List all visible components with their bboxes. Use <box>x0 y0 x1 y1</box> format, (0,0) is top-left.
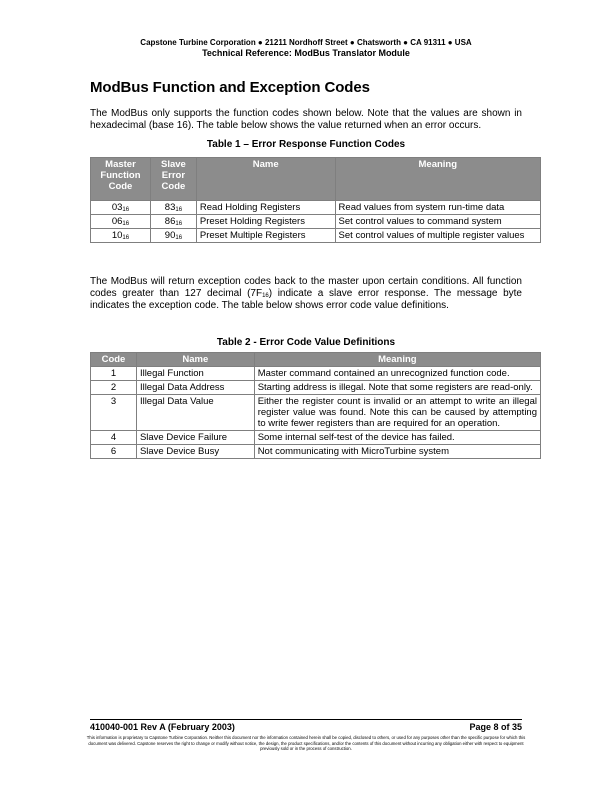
proprietary-disclaimer: This information is proprietary to Capstone Turbine Corporation. Neither this document nor the information contained herein shall be copied, disclosed to others, or used for any purposes other than the specific purpose for which this document was delivered. Capstone reserves the right to change or modify without notice, the design, the product specifications, and/or the contents of this document without incurring any obligation either with respect to equipment previously sold or in the process of construction. <box>86 735 526 752</box>
footer-divider <box>90 719 522 720</box>
header-text: Code <box>108 181 133 192</box>
error-code-table <box>90 352 541 459</box>
meaning-cell: Master command contained an unrecognized function code. <box>254 367 540 381</box>
header-text: Error <box>161 170 186 181</box>
document-title-line: Technical Reference: ModBus Translator Module <box>202 48 410 58</box>
base-subscript: 16 <box>262 293 269 299</box>
intro-paragraph: The ModBus only supports the function codes shown below. Note that the values are shown in hexadecimal (base 16). The table below shows the value returned when an error occurs. <box>90 108 522 131</box>
column-header-meaning: Meaning <box>335 158 540 201</box>
meaning-cell: Some internal self-test of the device has failed. <box>254 431 540 445</box>
name-cell: Illegal Function <box>136 367 254 381</box>
master-code-cell <box>91 201 151 215</box>
header-text: Slave <box>161 159 186 170</box>
column-header-master <box>91 158 151 201</box>
table-row <box>91 367 541 381</box>
table-row <box>91 215 541 229</box>
code-value: 90 <box>164 230 176 241</box>
paragraph-text: The ModBus will return exception codes back to the master upon certain conditions. All function codes greater than 127 decimal (7F <box>90 276 522 299</box>
base-subscript: 16 <box>122 207 130 213</box>
table-row <box>91 445 541 459</box>
code-value: 03 <box>111 202 123 213</box>
slave-code-cell <box>150 215 196 229</box>
base-subscript: 16 <box>122 221 130 227</box>
name-cell: Illegal Data Value <box>136 395 254 431</box>
meaning-cell: Set control values to command system <box>335 215 540 229</box>
meaning-cell: Set control values of multiple register values <box>335 229 540 243</box>
column-header-name: Name <box>196 158 335 201</box>
column-header-code: Code <box>91 353 137 367</box>
header-text: Function <box>100 170 141 181</box>
name-cell: Slave Device Failure <box>136 431 254 445</box>
column-header-slave <box>150 158 196 201</box>
page-header <box>0 37 612 59</box>
name-cell: Preset Multiple Registers <box>196 229 335 243</box>
table1-caption: Table 1 – Error Response Function Codes <box>206 139 406 150</box>
code-value: 86 <box>164 216 176 227</box>
name-cell: Read Holding Registers <box>196 201 335 215</box>
code-cell: 2 <box>91 381 137 395</box>
meaning-cell: Not communicating with MicroTurbine system <box>254 445 540 459</box>
base-subscript: 16 <box>175 221 183 227</box>
table-row <box>91 431 541 445</box>
code-value: 83 <box>164 202 176 213</box>
paragraph-text: ) indicate a slave error response. The message byte indicates the exception code. The table below shows error code value definitions. <box>90 288 522 311</box>
meaning-cell: Either the register count is invalid or an attempt to write an illegal register value was found. Note this can be caused by attempting to write fewer registers than are required for an operation. <box>254 395 540 431</box>
slave-code-cell <box>150 229 196 243</box>
table-row <box>91 395 541 431</box>
name-cell: Illegal Data Address <box>136 381 254 395</box>
company-address-line: Capstone Turbine Corporation ● 21211 Nordhoff Street ● Chatsworth ● CA 91311 ● USA <box>140 38 472 47</box>
code-cell: 1 <box>91 367 137 381</box>
base-subscript: 16 <box>122 235 130 241</box>
table-header-row <box>91 158 541 201</box>
document-id: 410040-001 Rev A (February 2003) <box>90 722 235 732</box>
code-cell: 3 <box>91 395 137 431</box>
meaning-cell: Starting address is illegal. Note that some registers are read-only. <box>254 381 540 395</box>
table-header-row <box>91 353 541 367</box>
base-subscript: 16 <box>175 207 183 213</box>
column-header-name: Name <box>136 353 254 367</box>
master-code-cell <box>91 215 151 229</box>
table-row <box>91 229 541 243</box>
table-row <box>91 201 541 215</box>
section-title: ModBus Function and Exception Codes <box>90 79 370 96</box>
page-number: Page 8 of 35 <box>469 722 522 732</box>
name-cell: Preset Holding Registers <box>196 215 335 229</box>
error-response-table <box>90 157 541 243</box>
code-cell: 4 <box>91 431 137 445</box>
header-text: Master <box>105 159 136 170</box>
exception-paragraph <box>90 276 522 312</box>
slave-code-cell <box>150 201 196 215</box>
header-text: Code <box>161 181 186 192</box>
base-subscript: 16 <box>175 235 183 241</box>
master-code-cell <box>91 229 151 243</box>
table2-caption: Table 2 - Error Code Value Definitions <box>216 337 396 348</box>
column-header-meaning: Meaning <box>254 353 540 367</box>
code-cell: 6 <box>91 445 137 459</box>
table-row <box>91 381 541 395</box>
meaning-cell: Read values from system run-time data <box>335 201 540 215</box>
name-cell: Slave Device Busy <box>136 445 254 459</box>
code-value: 06 <box>111 216 123 227</box>
code-value: 10 <box>111 230 123 241</box>
